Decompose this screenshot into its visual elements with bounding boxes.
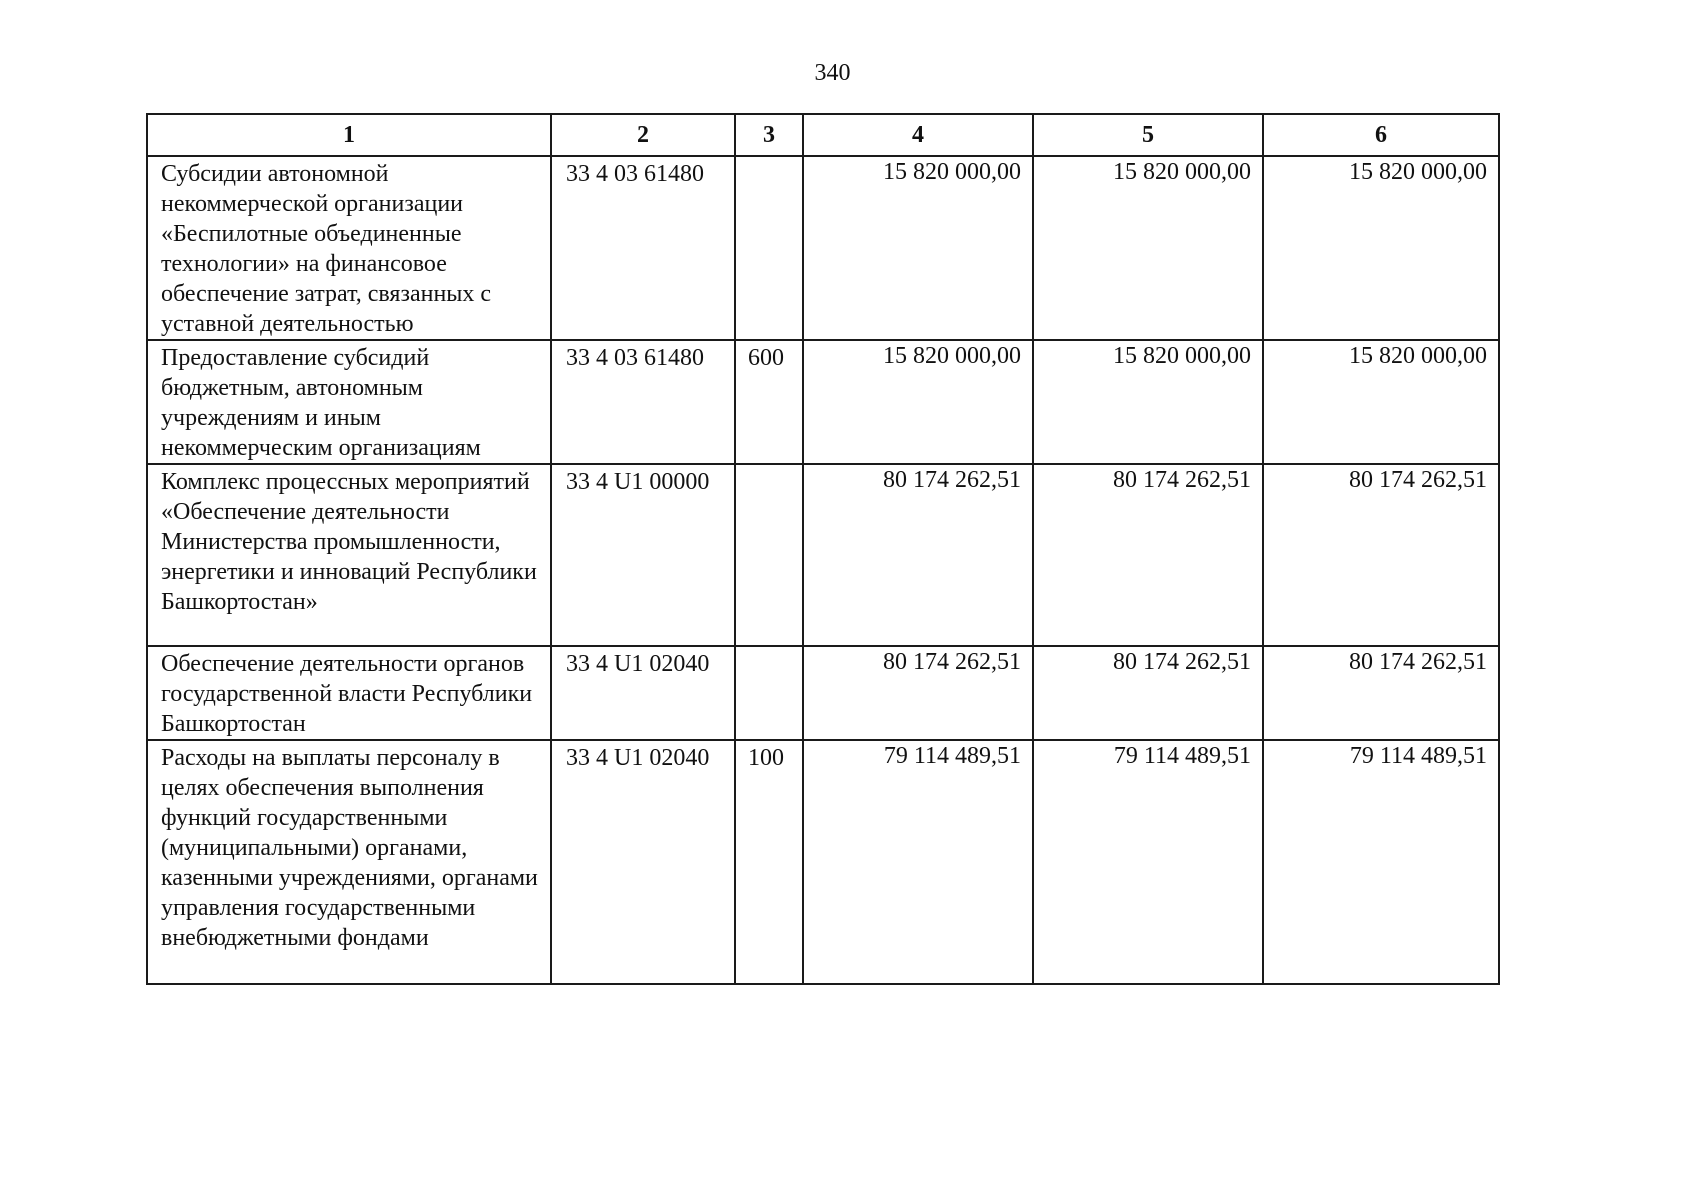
table-row	[147, 340, 1499, 464]
row-code-cell: 33 4 03 61480	[551, 156, 735, 340]
row-value-6-cell: 15 820 000,00	[1263, 340, 1499, 464]
row-type-cell	[735, 156, 803, 340]
row-name-cell: Расходы на выплаты персоналу в целях обеспечения выполнения функций государственными (муниципальными) органами, казенными учреждениями, органами управления государственными внебюджетными фондами	[147, 740, 551, 984]
row-name-cell: Субсидии автономной некоммерческой организации «Беспилотные объединенные технологии» на финансовое обеспечение затрат, связанных с уставной деятельностью	[147, 156, 551, 340]
row-value-6-cell: 79 114 489,51	[1263, 740, 1499, 984]
row-value-5-cell: 80 174 262,51	[1033, 464, 1263, 646]
row-type-cell: 100	[735, 740, 803, 984]
table-row	[147, 646, 1499, 740]
column-header: 6	[1263, 114, 1499, 156]
table-row	[147, 740, 1499, 984]
row-value-5-cell: 79 114 489,51	[1033, 740, 1263, 984]
page-number: 340	[814, 60, 851, 86]
row-name-cell: Обеспечение деятельности органов государственной власти Республики Башкортостан	[147, 646, 551, 740]
budget-table	[146, 113, 1500, 985]
row-value-6-cell: 15 820 000,00	[1263, 156, 1499, 340]
row-value-5-cell: 80 174 262,51	[1033, 646, 1263, 740]
row-value-6-cell: 80 174 262,51	[1263, 646, 1499, 740]
row-value-6-cell: 80 174 262,51	[1263, 464, 1499, 646]
row-value-4-cell: 15 820 000,00	[803, 340, 1033, 464]
row-name-cell: Предоставление субсидий бюджетным, автономным учреждениям и иным некоммерческим организациям	[147, 340, 551, 464]
row-value-5-cell: 15 820 000,00	[1033, 340, 1263, 464]
column-header: 4	[803, 114, 1033, 156]
row-code-cell: 33 4 U1 02040	[551, 646, 735, 740]
row-value-4-cell: 79 114 489,51	[803, 740, 1033, 984]
column-header: 5	[1033, 114, 1263, 156]
row-code-cell: 33 4 U1 02040	[551, 740, 735, 984]
table-row	[147, 156, 1499, 340]
row-value-5-cell: 15 820 000,00	[1033, 156, 1263, 340]
row-type-cell: 600	[735, 340, 803, 464]
row-code-cell: 33 4 03 61480	[551, 340, 735, 464]
row-name-cell: Комплекс процессных мероприятий «Обеспечение деятельности Министерства промышленности, энергетики и инноваций Республики Башкортостан»	[147, 464, 551, 646]
row-value-4-cell: 80 174 262,51	[803, 464, 1033, 646]
row-value-4-cell: 15 820 000,00	[803, 156, 1033, 340]
column-header: 1	[147, 114, 551, 156]
row-code-cell: 33 4 U1 00000	[551, 464, 735, 646]
column-header: 3	[735, 114, 803, 156]
header-row	[147, 114, 1499, 156]
row-value-4-cell: 80 174 262,51	[803, 646, 1033, 740]
row-type-cell	[735, 646, 803, 740]
table-row	[147, 464, 1499, 646]
row-type-cell	[735, 464, 803, 646]
column-header: 2	[551, 114, 735, 156]
